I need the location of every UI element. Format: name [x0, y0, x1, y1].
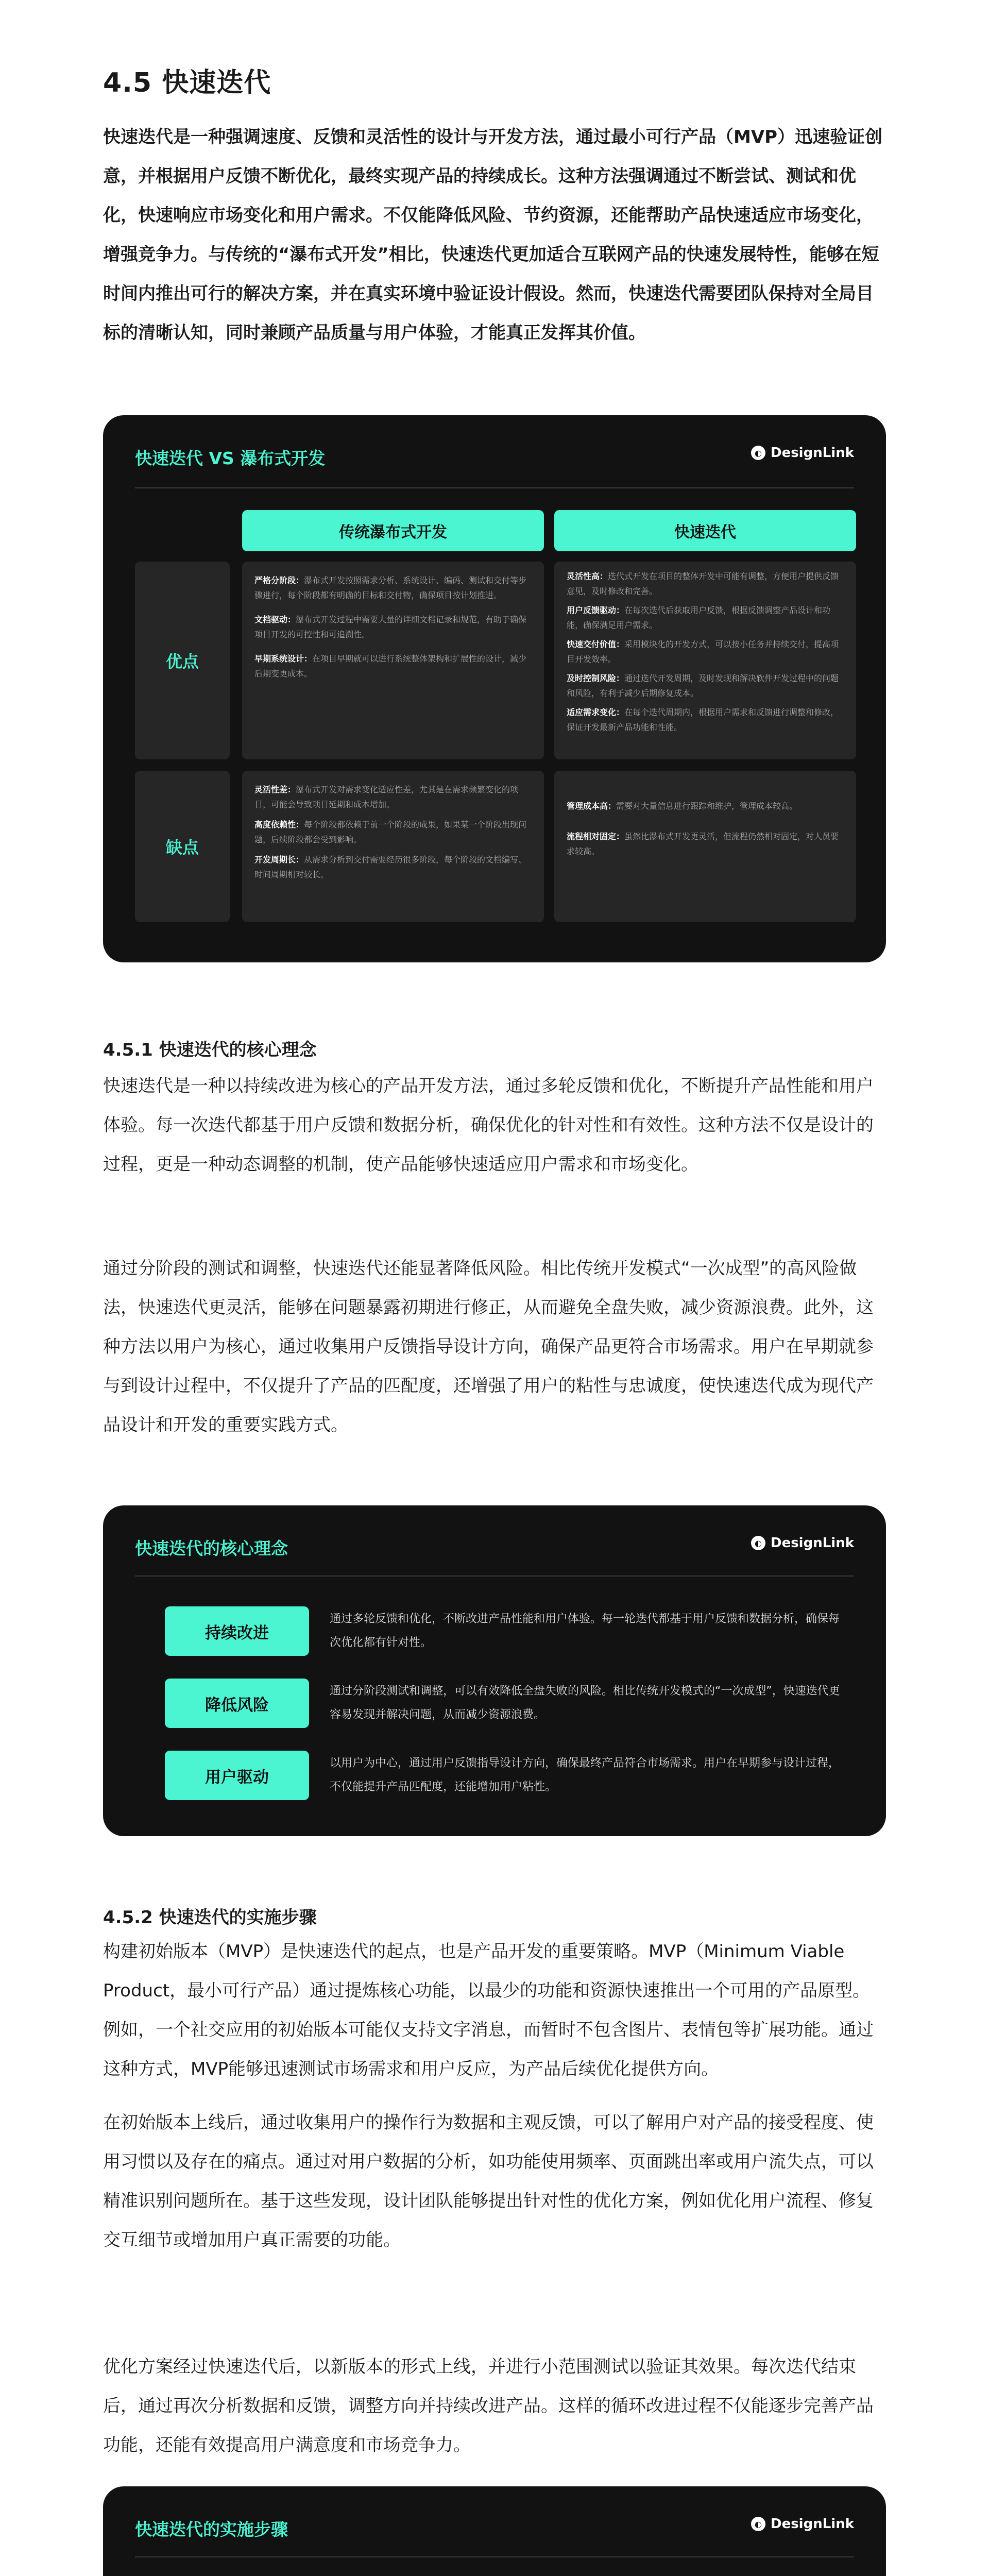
designlink-logo-icon: ◐	[751, 2517, 765, 2531]
cons-agile-cell	[554, 771, 856, 922]
concept-card-title: 快速迭代的核心理念	[135, 1538, 288, 1558]
column-header-waterfall: 传统瀑布式开发	[242, 510, 544, 551]
subsection-title-4-5-1: 4.5.1 快速迭代的核心理念	[103, 1040, 317, 1060]
cons-waterfall-item: 灵活性差：瀑布式开发对需求变化适应性差，尤其是在需求频繁变化的项目，可能会导致项目延期和成本增加。	[254, 785, 519, 809]
row-label-cons: 缺点	[135, 771, 230, 922]
cons-waterfall-item: 开发周期长：从需求分析到交付需要经历很多阶段，每个阶段的文档编写、时间周期相对较长。	[254, 855, 527, 879]
steps-card	[103, 2486, 886, 2576]
divider	[135, 2556, 854, 2557]
intro-paragraph: 快速迭代是一种强调速度、反馈和灵活性的设计与开发方法，通过最小可行产品（MVP）迅速验证创意，并根据用户反馈不断优化，最终实现产品的持续成长。这种方法强调通过不断尝试、测试和优化，快速响应市场变化和用户需求。不仅能降低风险、节约资源，还能帮助产品快速适应市场变化，增强竞争力。与传统的“瀑布式开发”相比，快速迭代更加适合互联网产品的快速发展特性，能够在短时间内推出可行的解决方案，并在真实环境中验证设计假设。然而，快速迭代需要团队保持对全局目标的清晰认知，同时兼顾产品质量与用户体验，才能真正发挥其价值。	[103, 127, 883, 343]
concept-description: 通过多轮反馈和优化，不断改进产品性能和用户体验。每一轮迭代都基于用户反馈和数据分析，确保每次优化都有针对性。	[330, 1613, 840, 1649]
pros-agile-item: 灵活性高：迭代式开发在项目的整体开发中可能有调整，方便用户提供反馈意见，及时修改和完善。	[567, 571, 839, 596]
paragraph: 在初始版本上线后，通过收集用户的操作行为数据和主观反馈，可以了解用户对产品的接受程度、使用习惯以及存在的痛点。通过对用户数据的分析，如功能使用频率、页面跳出率或用户流失点，可以精准识别问题所在。基于这些发现，设计团队能够提出针对性的优化方案，例如优化用户流程、修复交互细节或增加用户真正需要的功能。	[103, 2112, 874, 2250]
brand-name: DesignLink	[770, 445, 854, 461]
paragraph: 优化方案经过快速迭代后，以新版本的形式上线，并进行小范围测试以验证其效果。每次迭代结束后，通过再次分析数据和反馈，调整方向并持续改进产品。这样的循环改进过程不仅能逐步完善产品功能，还能有效提高用户满意度和市场竞争力。	[103, 2357, 874, 2455]
pros-agile-item: 及时控制风险：通过迭代开发周期，及时发现和解决软件开发过程中的问题和风险，有利于减少后期修复成本。	[567, 673, 839, 698]
concept-label: 用户驱动	[165, 1751, 309, 1800]
designlink-logo-icon: ◐	[751, 1536, 765, 1550]
brand-mark	[751, 2516, 854, 2532]
pros-agile-item: 适应需求变化：在每个迭代周期内，根据用户需求和反馈进行调整和修改，保证开发最新产品功能和性能。	[567, 707, 839, 732]
pros-agile-item: 快速交付价值：采用模块化的开发方式，可以按小任务并持续交付，提高项目开发效率。	[567, 639, 839, 664]
concept-card	[103, 1505, 886, 1836]
comparison-card	[103, 415, 886, 962]
pros-waterfall-item: 文档驱动：瀑布式开发过程中需要大量的详细文档记录和规范，有助于确保项目开发的可控性和可追溯性。	[254, 615, 527, 639]
pros-waterfall-item: 严格分阶段：瀑布式开发按照需求分析、系统设计、编码、测试和交付等步骤进行，每个阶段都有明确的目标和交付物，确保项目按计划推进。	[254, 575, 527, 600]
pros-agile-item: 用户反馈驱动：在每次迭代后获取用户反馈，根据反馈调整产品设计和功能，确保满足用户需求。	[567, 605, 831, 630]
paragraph: 快速迭代是一种以持续改进为核心的产品开发方法，通过多轮反馈和优化，不断提升产品性能和用户体验。每一次迭代都基于用户反馈和数据分析，确保优化的针对性和有效性。这种方法不仅是设计的过程，更是一种动态调整的机制，使产品能够快速适应用户需求和市场变化。	[103, 1076, 874, 1175]
brand-mark	[751, 1535, 854, 1551]
brand-mark	[751, 445, 854, 461]
designlink-logo-icon: ◐	[751, 446, 765, 460]
section-title: 4.5 快速迭代	[103, 67, 271, 98]
divider	[135, 487, 854, 488]
concept-description: 通过分阶段测试和调整，可以有效降低全盘失败的风险。相比传统开发模式的“一次成型”，快速迭代更容易发现并解决问题，从而减少资源浪费。	[330, 1685, 840, 1721]
paragraph: 通过分阶段的测试和调整，快速迭代还能显著降低风险。相比传统开发模式“一次成型”的高风险做法，快速迭代更灵活，能够在问题暴露初期进行修正，从而避免全盘失败，减少资源浪费。此外，这种方法以用户为核心，通过收集用户反馈指导设计方向，确保产品更符合市场需求。用户在早期就参与到设计过程中，不仅提升了产品的匹配度，还增强了用户的粘性与忠诚度，使快速迭代成为现代产品设计和开发的重要实践方式。	[103, 1258, 874, 1435]
comparison-card-title: 快速迭代 VS 瀑布式开发	[135, 448, 326, 468]
pros-waterfall-item: 早期系统设计：在项目早期就可以进行系统整体架构和扩展性的设计，减少后期变更成本。	[254, 654, 527, 679]
concept-description: 以用户为中心，通过用户反馈指导设计方向，确保最终产品符合市场需求。用户在早期参与设计过程，不仅能提升产品匹配度，还能增加用户粘性。	[330, 1757, 840, 1793]
paragraph: 构建初始版本（MVP）是快速迭代的起点，也是产品开发的重要策略。MVP（Minimum Viable Product，最小可行产品）通过提炼核心功能，以最少的功能和资源快速推出一个可用的产品原型。例如，一个社交应用的初始版本可能仅支持文字消息，而暂时不包含图片、表情包等扩展功能。通过这种方式，MVP能够迅速测试市场需求和用户反应，为产品后续优化提供方向。	[103, 1941, 874, 2079]
cons-agile-item: 管理成本高：需要对大量信息进行跟踪和维护，管理成本较高。	[567, 801, 798, 811]
cons-waterfall-cell	[242, 771, 544, 922]
brand-name: DesignLink	[770, 1535, 854, 1551]
concept-label: 持续改进	[165, 1606, 309, 1656]
concept-label: 降低风险	[165, 1679, 309, 1728]
cons-agile-item: 流程相对固定：虽然比瀑布式开发更灵活，但流程仍然相对固定，对人员要求较高。	[567, 832, 839, 856]
subsection-title-4-5-2: 4.5.2 快速迭代的实施步骤	[103, 1907, 317, 1928]
column-header-agile: 快速迭代	[554, 510, 856, 551]
steps-card-title: 快速迭代的实施步骤	[135, 2519, 288, 2539]
brand-name: DesignLink	[770, 2516, 854, 2532]
pros-agile-cell	[554, 562, 856, 759]
pros-waterfall-cell	[242, 562, 544, 759]
divider	[135, 1575, 854, 1577]
cons-waterfall-item: 高度依赖性：每个阶段都依赖于前一个阶段的成果，如果某一个阶段出现问题，后续阶段都会受到影响。	[254, 820, 527, 844]
row-label-pros: 优点	[135, 562, 230, 759]
